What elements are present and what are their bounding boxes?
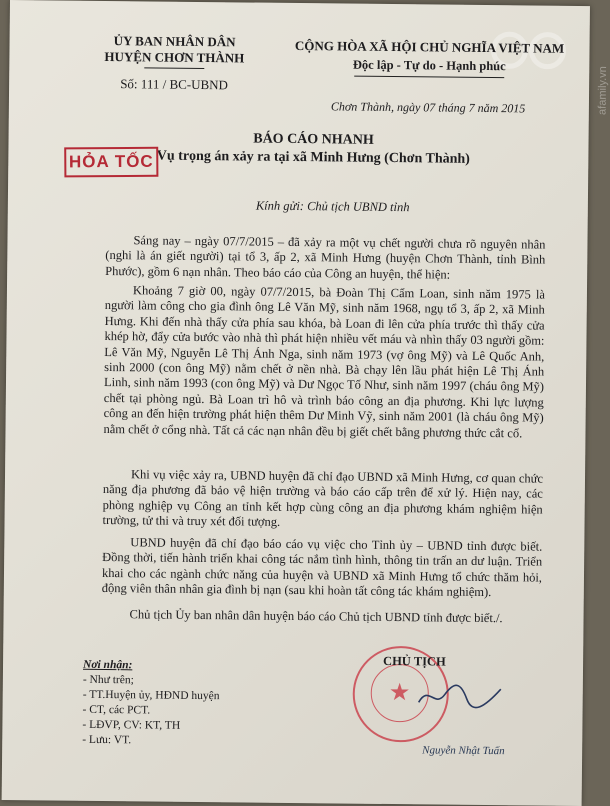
addressee: Kính gửi: Chủ tịch UBND tỉnh: [255, 198, 410, 215]
urgent-stamp: HỎA TỐC: [64, 147, 158, 178]
country-name: CỘNG HÒA XÃ HỘI CHỦ NGHĨA VIỆT NAM: [294, 37, 565, 56]
issuing-agency: [79, 33, 270, 94]
title-sub: Vụ trọng án xảy ra tại xã Minh Hưng (Chơn Thành): [156, 148, 470, 167]
date-line: Chơn Thành, ngày 07 tháng 7 năm 2015: [330, 99, 526, 116]
agency-line-2: HUYỆN CHƠN THÀNH: [104, 48, 245, 66]
recipient-item: - TT.Huyện ủy, HĐND huyện: [82, 688, 220, 703]
document-number: Số: 111 / BC-UBND: [120, 76, 229, 93]
paragraph-text: Sáng nay – ngày 07/7/2015 – đã xảy ra một vụ chết người chưa rõ nguyên nhân (nghi là án giết người) tại tổ 3, ấp 2, xã Minh Hưng (huyện Chơn Thành, tỉnh Bình Phước), gồm 6 nạn nhân. Theo báo cáo của Công an huyện, thể hiện:: [105, 233, 546, 282]
star-icon: ★: [388, 680, 411, 707]
agency-underline: [144, 67, 204, 69]
signer-name: Nguyễn Nhật Tuấn: [422, 744, 505, 758]
recipient-item: - Như trên;: [82, 673, 134, 687]
paragraph-text: Chủ tịch Ủy ban nhân dân huyện báo cáo Chủ tịch UBND tỉnh được biết./.: [129, 607, 503, 626]
recipients-heading: Nơi nhận:: [82, 658, 133, 672]
national-header: [279, 37, 579, 79]
title-main: BÁO CÁO NHANH: [253, 131, 374, 148]
recipient-item: - CT, các PCT.: [82, 703, 151, 717]
paragraph-2: [103, 283, 545, 442]
paragraph-text: Khoảng 7 giờ 00, ngày 07/7/2015, bà Đoàn Thị Cẩm Loan, sinh năm 1975 là người làm công cho gia đình ông Lê Văn Mỹ, sinh năm 1968, ngụ tổ 3, ấp 2, xã Minh Hưng. Khi đến nhà thấy cửa phía sau khóa, bà Loan đi lên cửa phía trước thì thấy cửa khép hờ, đẩy cửa bước vào nhà thì phát hiện nhiều vết máu và nhìn thấy 03 người gồm: Lê Văn Mỹ, Nguyễn Lê Thị Ánh Nga, sinh năm 1973 (vợ ông Mỹ) và Lê Quốc Anh, sinh 2000 (con ông Mỹ) nằm chết ở nền nhà. Bà chạy lên lầu phát hiện Lê Thị Ánh Linh, sinh năm 1993 (con ông Mỹ) và Dư Ngọc Tố Như, sinh năm 1997 (cháu ông Mỹ) chết tại phòng ngủ. Bà Loan trì hô và trình báo công an địa phương. Khi lực lượng công an đến hiện trường phát hiện thêm Dư Minh Vỹ, sinh năm 2001 (là cháu ông Mỹ) nằm chết ở cổng nhà. Tất cả các nạn nhân đều bị giết chết bằng phương thức cắt cổ.: [103, 283, 546, 441]
watermark-text: afamily.vn: [596, 66, 610, 115]
paragraph-4: [102, 535, 543, 601]
agency-line-1: ỦY BAN NHÂN DÂN: [113, 33, 236, 50]
recipient-item: - Lưu: VT.: [82, 733, 132, 747]
recipients-list: [82, 658, 303, 750]
paragraph-3: [102, 467, 543, 533]
paragraph-1: [105, 233, 545, 284]
motto-underline: [354, 76, 504, 79]
handwritten-signature: [415, 680, 505, 711]
signer-title: CHỦ TỊCH: [383, 653, 446, 669]
document-page: [2, 0, 610, 806]
paragraph-text: Khi vụ việc xảy ra, UBND huyện đã chỉ đạo UBND xã Minh Hưng, cơ quan chức năng địa phương đã bảo vệ hiện trường và báo cáo cấp trên để xử lý. Hiện nay, các phòng nghiệp vụ Công an tỉnh kết hợp cùng công an địa phương khám nghiệm hiện trường, tử thi và truy xét đối tượng.: [102, 467, 544, 530]
recipient-item: - LĐVP, CV: KT, TH: [82, 718, 181, 732]
national-motto: Độc lập - Tự do - Hạnh phúc: [352, 57, 506, 74]
paragraph-5: [101, 607, 541, 627]
paragraph-text: UBND huyện đã chỉ đạo báo cáo vụ việc cho Tỉnh ủy – UBND tỉnh được biết. Đồng thời, tiến hành triển khai công tác nắm tình hình, thông tin trấn an dư luận. Triển khai cho các ngành chức năng của huyện và UBND xã Minh Hưng tổ chức thăm hỏi, động viên thân nhân gia đình bị nạn (sau khi hoàn tất công tác khám nghiệm).: [101, 535, 543, 600]
